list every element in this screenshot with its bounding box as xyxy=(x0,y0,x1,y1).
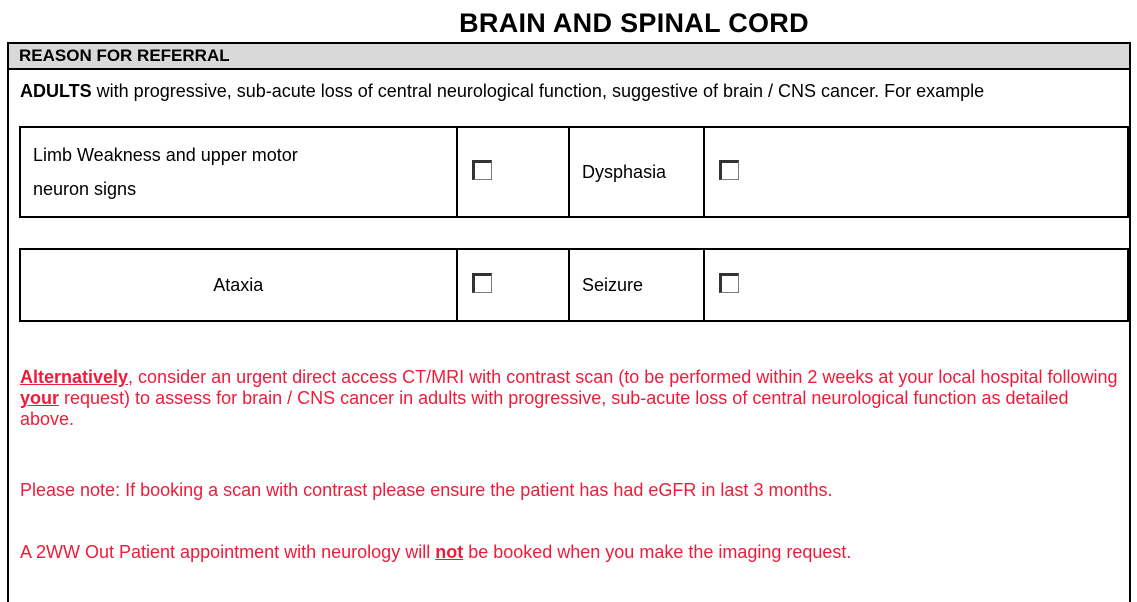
symptom-seizure-label: Seizure xyxy=(569,249,704,321)
ataxia-checkbox[interactable] xyxy=(472,273,492,293)
ataxia-checkbox-cell xyxy=(457,249,569,321)
alternative-note xyxy=(20,367,1120,430)
seizure-checkbox-cell xyxy=(704,249,1128,321)
page-title: BRAIN AND SPINAL CORD xyxy=(459,8,809,38)
intro-rest: with progressive, sub-acute loss of central neurological function, suggestive of brain / CNS cancer. For example xyxy=(91,81,985,101)
appt-text-1: A 2WW Out Patient appointment with neurology will xyxy=(20,542,436,562)
symptom-dysphasia-label: Dysphasia xyxy=(569,127,704,217)
intro-bold: ADULTS xyxy=(20,81,92,101)
section-header: REASON FOR REFERRAL xyxy=(9,44,1129,70)
alternatively-emphasis: Alternatively xyxy=(20,367,129,387)
symptom-table-1 xyxy=(19,126,1129,218)
symptom-ataxia-label: Ataxia xyxy=(20,249,457,321)
appt-text-2: be booked when you make the imaging request. xyxy=(463,542,852,562)
label-line-2: neuron signs xyxy=(33,179,137,199)
intro-text xyxy=(20,80,1110,102)
symptom-table-2 xyxy=(19,248,1129,322)
alt-text-1: , consider an urgent direct access CT/MRI with contrast scan (to be performed within 2 weeks at your local hospital following xyxy=(128,367,1118,387)
alt-text-2: request) to assess for brain / CNS cancer in adults with progressive, sub-acute loss of central neurological function as detailed above. xyxy=(20,388,1069,429)
not-emphasis: not xyxy=(435,542,464,562)
your-emphasis: your xyxy=(20,388,60,408)
please-note: Please note: If booking a scan with contrast please ensure the patient has had eGFR in last 3 months. xyxy=(20,480,833,500)
appointment-note xyxy=(20,541,1120,563)
limb-weakness-checkbox-cell xyxy=(457,127,569,217)
referral-section xyxy=(7,42,1131,602)
label-line-1: Limb Weakness and upper motor xyxy=(33,145,298,165)
dysphasia-checkbox-cell xyxy=(704,127,1128,217)
symptom-limb-weakness-label xyxy=(20,127,457,217)
dysphasia-checkbox[interactable] xyxy=(719,160,739,180)
seizure-checkbox[interactable] xyxy=(719,273,739,293)
limb-weakness-checkbox[interactable] xyxy=(472,160,492,180)
